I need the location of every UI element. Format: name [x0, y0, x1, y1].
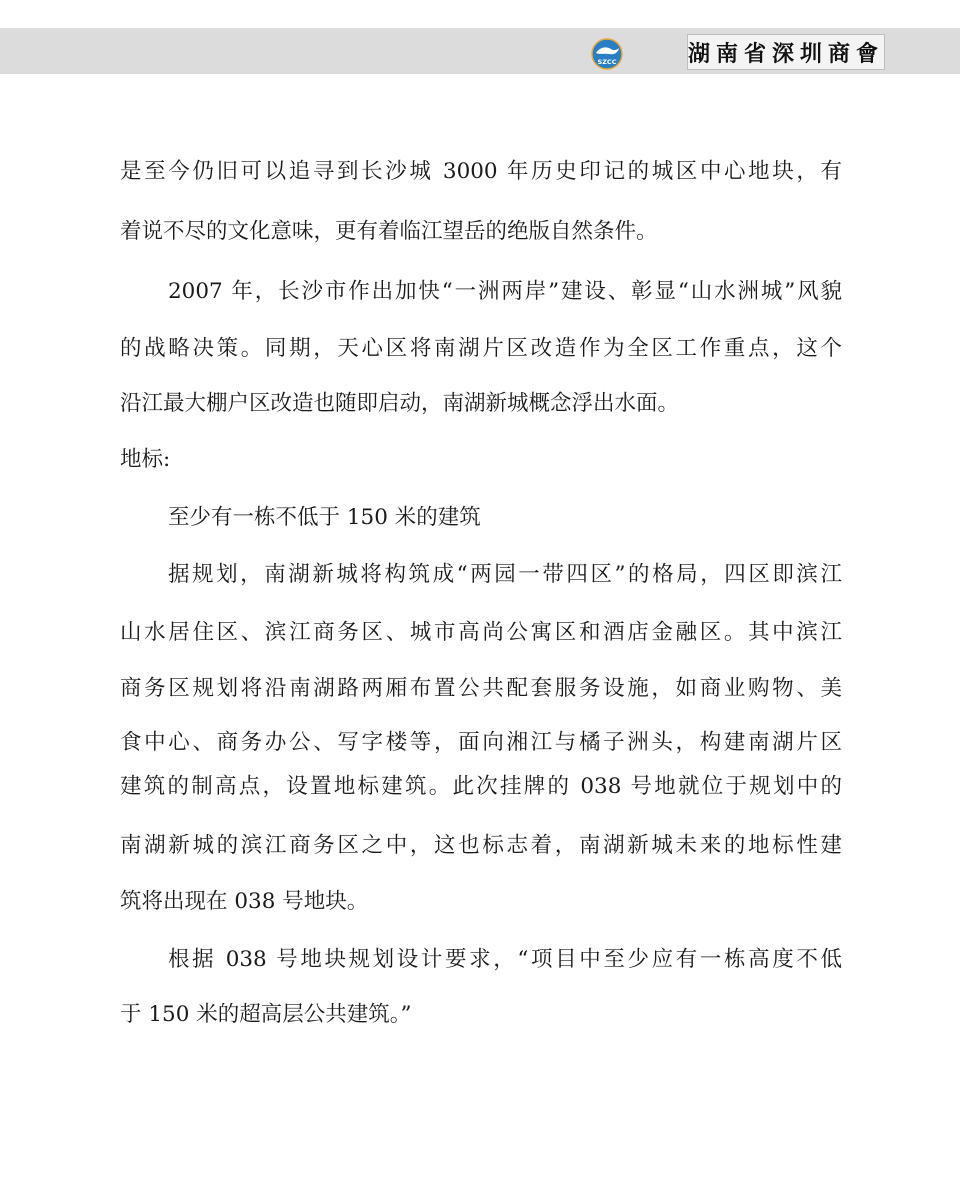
text-line: 沿江最大棚户区改造也随即启动，南湖新城概念浮出水面。: [120, 391, 680, 416]
text-line: 着说不尽的文化意味，更有着临江望岳的绝版自然条件。: [120, 219, 658, 244]
subheading: 至少有一栋不低于 150 米的建筑: [168, 505, 481, 530]
text-line: 山水居住区、滨江商务区、城市高尚公寓区和酒店金融区。其中滨江: [120, 620, 842, 645]
logo-text: SZCC: [597, 58, 617, 66]
header-title: 湖南省深圳商會: [688, 40, 885, 67]
text-line: 据规划，南湖新城将构筑成“两园一带四区”的格局，四区即滨江: [168, 562, 842, 587]
text-line: 于 150 米的超高层公共建筑。”: [120, 1002, 412, 1027]
text-line: 食中心、商务办公、写字楼等，面向湘江与橘子洲头，构建南湖片区: [120, 730, 842, 755]
text-line: 商务区规划将沿南湖路两厢布置公共配套服务设施，如商业购物、美: [120, 676, 842, 701]
text-line: 南湖新城的滨江商务区之中，这也标志着，南湖新城未来的地标性建: [120, 833, 842, 858]
text-line: 是至今仍旧可以追寻到长沙城 3000 年历史印记的城区中心地块，有: [120, 159, 842, 184]
text-line: 筑将出现在 038 号地块。: [120, 889, 369, 914]
text-line: 2007 年，长沙市作出加快“一洲两岸”建设、彰显“山水洲城”风貌: [168, 279, 842, 304]
section-heading: 地标:: [120, 447, 171, 472]
text-line: 的战略决策。同期，天心区将南湖片区改造作为全区工作重点，这个: [120, 336, 842, 361]
text-line: 建筑的制高点，设置地标建筑。此次挂牌的 038 号地就位于规划中的: [120, 774, 842, 799]
text-line: 根据 038 号地块规划设计要求，“项目中至少应有一栋高度不低: [168, 947, 842, 972]
